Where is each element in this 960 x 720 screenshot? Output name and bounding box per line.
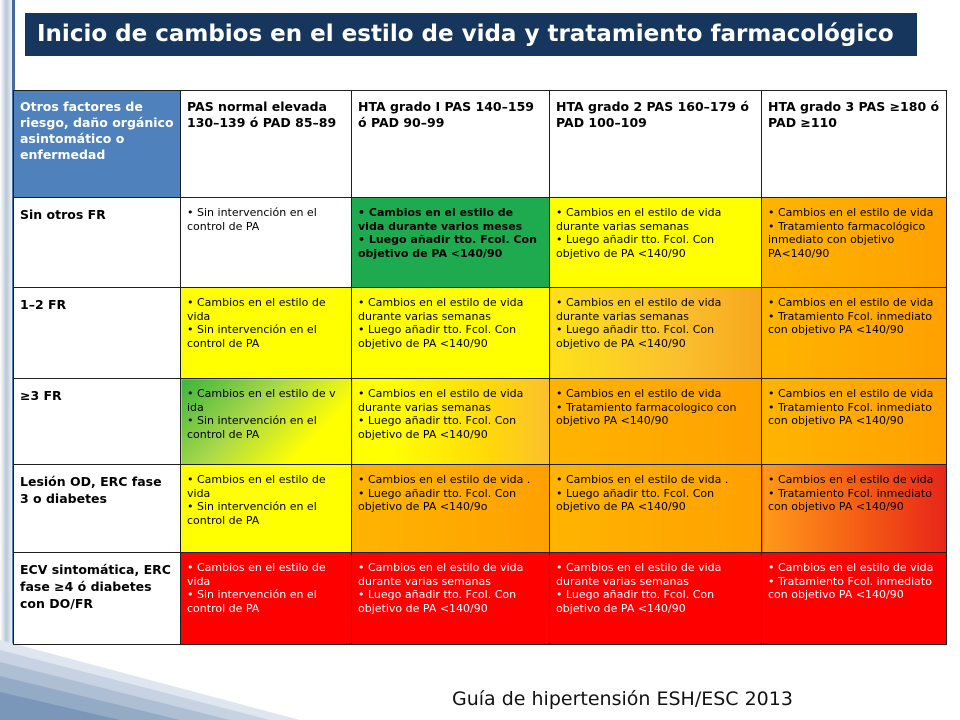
- cell-line: • Cambios en el estilo de vida: [768, 473, 940, 487]
- risk-treatment-table: [13, 90, 947, 645]
- cell-r4-grade-1: [352, 553, 550, 645]
- row-label-1-2-risk-factors: 1–2 FR: [14, 288, 181, 379]
- cell-line: • Sin intervención en el control de PA: [187, 206, 345, 233]
- cell-r4-grade-3: [762, 553, 947, 645]
- slide-title: Inicio de cambios en el estilo de vida y tratamiento farmacológico: [25, 13, 917, 56]
- cell-line: • Luego añadir tto. Fcol. Con objetivo de PA <140/90: [358, 414, 543, 441]
- table-row: [14, 553, 947, 645]
- table-row: [14, 198, 947, 288]
- cell-line: • Cambios en el estilo de vida: [768, 206, 940, 220]
- cell-line: • Cambios en el estilo de vida .: [358, 473, 543, 487]
- cell-line: • Cambios en el estilo de v ida: [187, 387, 345, 414]
- row-label-3-plus-risk-factors: ≥3 FR: [14, 379, 181, 465]
- cell-r4-grade-2: [550, 553, 762, 645]
- cell-line: • Tratamiento farmacologico con objetivo PA <140/90: [556, 401, 755, 428]
- table-row: [14, 465, 947, 553]
- cell-r3-grade-1: [352, 465, 550, 553]
- cell-line: • Cambios en el estilo de vida durante varias semanas: [358, 387, 543, 414]
- cell-r1-normal-high: [181, 288, 352, 379]
- cell-r3-normal-high: [181, 465, 352, 553]
- cell-line: • Sin intervención en el control de PA: [187, 414, 345, 441]
- cell-line: • Cambios en el estilo de vida: [187, 296, 345, 323]
- cell-r1-grade-2: [550, 288, 762, 379]
- row-label-organ-damage: Lesión OD, ERC fase 3 o diabetes: [14, 465, 181, 553]
- cell-r1-grade-3: [762, 288, 947, 379]
- cell-line: • Luego añadir tto. Fcol. Con objetivo de PA <140/90: [556, 233, 755, 260]
- header-grade-3: HTA grado 3 PAS ≥180 ó PAD ≥110: [762, 91, 947, 198]
- cell-line: • Luego añadir tto. Fcol. Con objetivo de PA <140/90: [556, 588, 755, 615]
- table-header-row: [14, 91, 947, 198]
- cell-line: • Luego añadir tto. Fcol. Con objetivo de PA <140/90: [556, 323, 755, 350]
- cell-line: • Tratamiento Fcol. inmediato con objetivo PA <140/90: [768, 487, 940, 514]
- cell-r0-grade-3: [762, 198, 947, 288]
- row-label-no-risk-factors: Sin otros FR: [14, 198, 181, 288]
- cell-line: • Tratamiento Fcol. inmediato con objetivo PA <140/90: [768, 310, 940, 337]
- cell-line: • Cambios en el estilo de vida: [768, 387, 940, 401]
- cell-r1-grade-1: [352, 288, 550, 379]
- table-row: [14, 379, 947, 465]
- cell-line: • Cambios en el estilo de vida durante varias semanas: [358, 296, 543, 323]
- cell-line: • Cambios en el estilo de vida durante varios meses: [358, 206, 543, 233]
- cell-line: • Tratamiento Fcol. inmediato con objetivo PA <140/90: [768, 575, 940, 602]
- cell-r2-grade-2: [550, 379, 762, 465]
- cell-r3-grade-2: [550, 465, 762, 553]
- cell-line: • Tratamiento farmacológico inmediato con objetivo PA<140/90: [768, 220, 940, 261]
- cell-line: • Cambios en el estilo de vida durante varias semanas: [556, 206, 755, 233]
- cell-r2-normal-high: [181, 379, 352, 465]
- cell-line: • Tratamiento Fcol. inmediato con objetivo PA <140/90: [768, 401, 940, 428]
- cell-line: • Cambios en el estilo de vida durante varias semanas: [556, 561, 755, 588]
- cell-line: • Cambios en el estilo de vida: [187, 561, 345, 588]
- header-normal-high: PAS normal elevada 130–139 ó PAD 85–89: [181, 91, 352, 198]
- row-label-symptomatic-cvd: ECV sintomática, ERC fase ≥4 ó diabetes con DO/FR: [14, 553, 181, 645]
- cell-line: • Cambios en el estilo de vida durante varias semanas: [556, 296, 755, 323]
- cell-r3-grade-3: [762, 465, 947, 553]
- cell-line: • Luego añadir tto. Fcol. Con objetivo de PA <140/90: [556, 487, 755, 514]
- cell-r4-normal-high: [181, 553, 352, 645]
- cell-line: • Cambios en el estilo de vida: [768, 561, 940, 575]
- cell-line: • Luego añadir tto. Fcol. Con objetivo de PA <140/90: [358, 323, 543, 350]
- cell-line: • Cambios en el estilo de vida: [187, 473, 345, 500]
- cell-line: • Cambios en el estilo de vida durante varias semanas: [358, 561, 543, 588]
- cell-line: • Sin intervención en el control de PA: [187, 588, 345, 615]
- header-grade-2: HTA grado 2 PAS 160–179 ó PAD 100–109: [550, 91, 762, 198]
- cell-line: • Cambios en el estilo de vida: [556, 387, 755, 401]
- cell-line: • Cambios en el estilo de vida .: [556, 473, 755, 487]
- cell-r0-grade-2: [550, 198, 762, 288]
- cell-line: • Sin intervención en el control de PA: [187, 323, 345, 350]
- cell-r0-grade-1: [352, 198, 550, 288]
- cell-line: • Luego añadir tto. Fcol. Con objetivo de PA <140/9o: [358, 487, 543, 514]
- source-footnote: Guía de hipertensión ESH/ESC 2013: [452, 688, 793, 710]
- cell-line: • Luego añadir tto. Fcol. Con objetivo de PA <140/90: [358, 233, 543, 260]
- header-risk-factors: Otros factores de riesgo, daño orgánico asintomático o enfermedad: [14, 91, 181, 198]
- header-grade-1: HTA grado I PAS 140–159 ó PAD 90–99: [352, 91, 550, 198]
- corner-fan-decoration: [0, 640, 300, 720]
- cell-r0-normal-high: [181, 198, 352, 288]
- cell-r2-grade-3: [762, 379, 947, 465]
- table-row: [14, 288, 947, 379]
- cell-r2-grade-1: [352, 379, 550, 465]
- cell-line: • Sin intervención en el control de PA: [187, 500, 345, 527]
- cell-line: • Luego añadir tto. Fcol. Con objetivo de PA <140/90: [358, 588, 543, 615]
- cell-line: • Cambios en el estilo de vida: [768, 296, 940, 310]
